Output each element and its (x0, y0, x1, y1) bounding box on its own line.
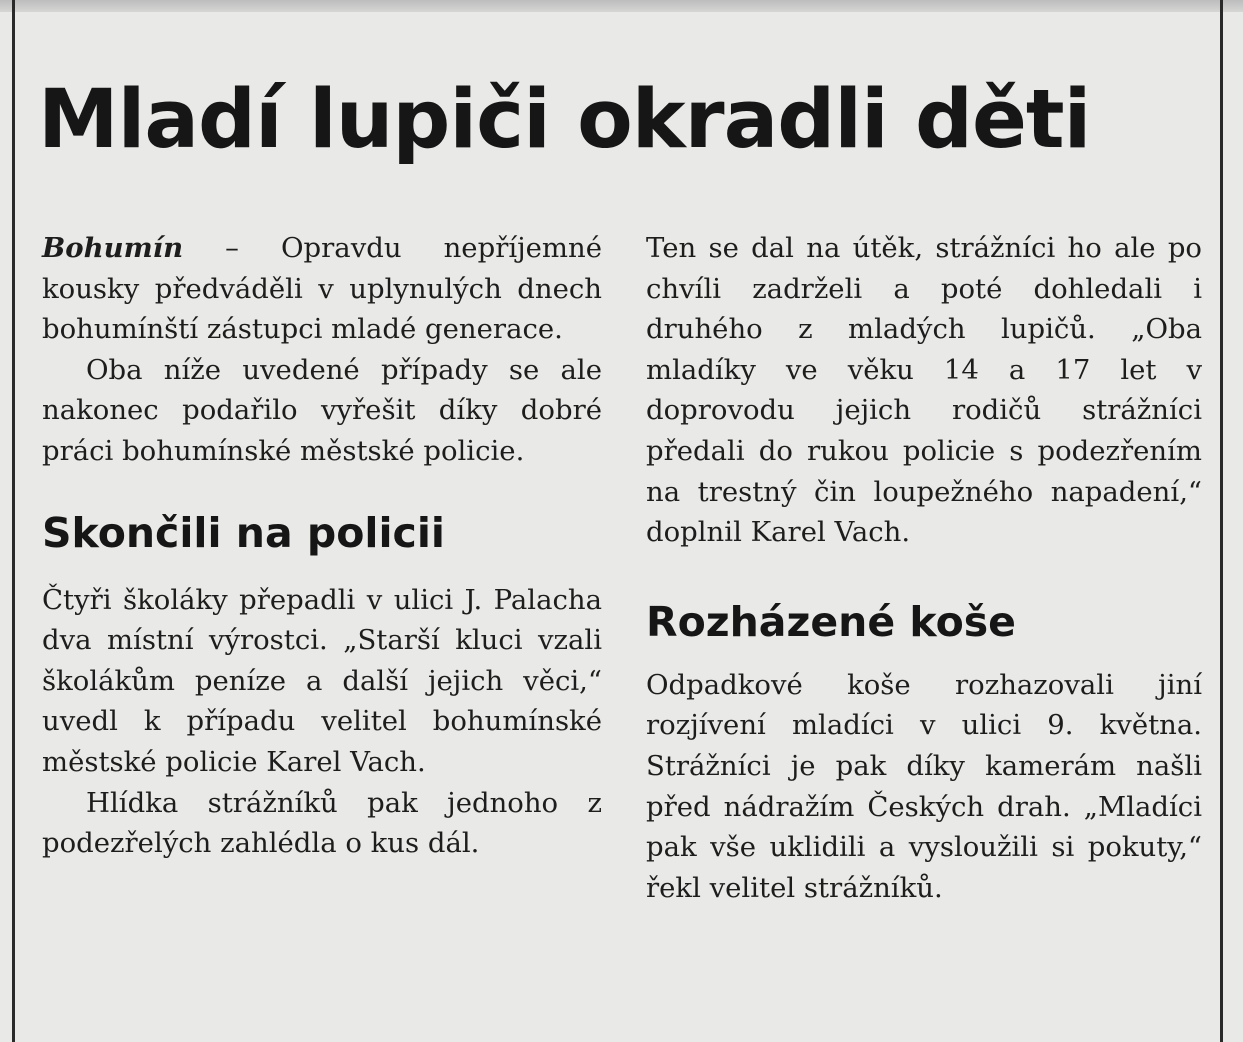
article-column-right (646, 228, 1202, 908)
section2-paragraph-1: Odpadkové koše rozhazovali jiní rozjívení mladíci v ulici 9. května. Strážníci je pak díky kamerám našli před nádražím Českých drah. „Mladíci pak vše uklidili a vysloužili si pokuty,“ řekl velitel strážníků. (646, 668, 1202, 904)
column-rule-right (1220, 0, 1223, 1042)
article-headline: Mladí lupiči okradli děti (38, 73, 1091, 167)
article-column-left (42, 228, 602, 864)
section2-heading: Rozházené koše (646, 597, 1016, 646)
dateline-dash: – (183, 232, 281, 264)
dateline-place: Bohumín (42, 232, 184, 264)
section1-paragraph-1: Čtyři školáky přepadli v ulici J. Palacha dva místní výrostci. „Starší kluci vzali školákům peníze a další jejich věci,“ uvedl k případu velitel bohumínské městské policie Karel Vach. (42, 583, 602, 778)
intro-paragraph (42, 228, 602, 350)
section1-heading: Skončili na policii (42, 508, 445, 557)
intro-text: Opravdu nepříjemné kousky předváděli v uplynulých dnech bohumínští zástupci mladé generace. (42, 232, 602, 346)
section1-paragraph-3: Ten se dal na útěk, strážníci ho ale po chvíli zadrželi a poté dohledali i druhého z mladých lupičů. „Oba mladíky ve věku 14 a 17 let v doprovodu jejich rodičů strážníci předali do rukou policie s podezřením na trestný čin loupežného napadení,“ doplnil Karel Vach. (646, 232, 1202, 549)
section1-paragraph-2: Hlídka strážníků pak jednoho z podezřelých zahlédla o kus dál. (42, 786, 602, 860)
intro-paragraph-2: Oba níže uvedené případy se ale nakonec podařilo vyřešit díky dobré práci bohumínské městské policie. (42, 353, 602, 467)
page-top-edge (0, 0, 1243, 12)
column-rule-left (12, 0, 15, 1042)
